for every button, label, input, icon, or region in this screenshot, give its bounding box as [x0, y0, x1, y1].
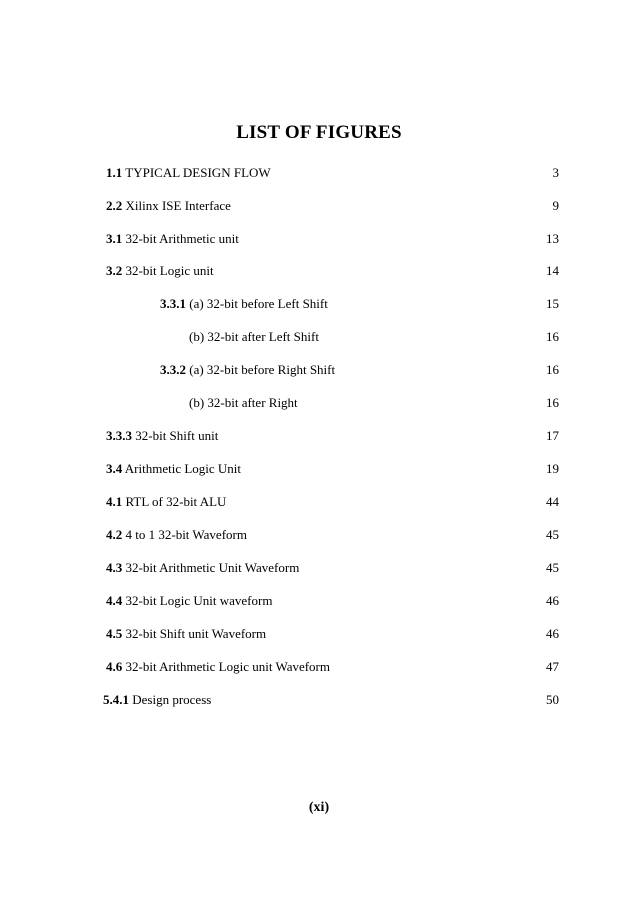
figure-caption: (b) 32-bit after Left Shift	[189, 329, 319, 344]
figure-page-number: 14	[546, 263, 559, 278]
figure-entry	[106, 198, 231, 214]
figure-entry	[106, 560, 299, 576]
figure-entry	[106, 494, 226, 510]
figure-page-number: 17	[546, 428, 559, 443]
figure-entry	[106, 593, 272, 609]
figure-number: 4.4	[106, 593, 123, 608]
figure-entry	[106, 165, 271, 181]
figure-page-number: 46	[546, 593, 559, 608]
figure-caption: (a) 32-bit before Left Shift	[186, 296, 328, 311]
figure-page-number: 44	[546, 494, 559, 509]
figure-page-number: 13	[546, 231, 559, 246]
figure-entry	[106, 626, 266, 642]
figure-entry	[189, 395, 298, 411]
figure-page-number: 46	[546, 626, 559, 641]
figure-number: 5.4.1	[103, 692, 129, 707]
figure-page-number: 45	[546, 560, 559, 575]
page-footer-number: (xi)	[308, 800, 330, 815]
figure-page-number: 16	[546, 362, 559, 377]
figure-entry	[106, 428, 218, 444]
figure-number: 3.3.3	[106, 428, 132, 443]
figure-number: 3.2	[106, 263, 123, 278]
figure-number: 4.3	[106, 560, 123, 575]
figure-number: 4.5	[106, 626, 123, 641]
figure-caption: 4 to 1 32-bit Waveform	[122, 527, 247, 542]
figure-entry	[106, 527, 247, 543]
figure-entry	[160, 296, 328, 312]
page-title: LIST OF FIGURES	[236, 122, 402, 143]
figure-entry	[106, 461, 241, 477]
figure-number: 2.2	[106, 198, 123, 213]
figure-page-number: 19	[546, 461, 559, 476]
figure-page-number: 50	[546, 692, 559, 707]
figure-entry	[189, 329, 319, 345]
figure-caption: (b) 32-bit after Right	[189, 395, 298, 410]
figure-page-number: 15	[546, 296, 559, 311]
figure-caption: 32-bit Logic Unit waveform	[122, 593, 273, 608]
figure-page-number: 9	[552, 198, 559, 213]
figure-caption: TYPICAL DESIGN FLOW	[122, 165, 271, 180]
figure-number: 3.1	[106, 231, 123, 246]
figure-number: 1.1	[106, 165, 123, 180]
figure-caption: RTL of 32-bit ALU	[122, 494, 227, 509]
figure-number: 4.1	[106, 494, 123, 509]
figure-page-number: 16	[546, 395, 559, 410]
figure-caption: 32-bit Shift unit Waveform	[122, 626, 267, 641]
figure-number: 3.3.2	[160, 362, 186, 377]
figure-entry	[106, 231, 239, 247]
figure-page-number: 45	[546, 527, 559, 542]
figure-page-number: 3	[552, 165, 559, 180]
figure-caption: 32-bit Arithmetic unit	[122, 231, 239, 246]
figure-number: 4.6	[106, 659, 123, 674]
figure-caption: 32-bit Shift unit	[132, 428, 219, 443]
figure-number: 3.4	[106, 461, 123, 476]
figure-page-number: 47	[546, 659, 559, 674]
figure-caption: (a) 32-bit before Right Shift	[186, 362, 336, 377]
figure-caption: Arithmetic Logic Unit	[122, 461, 242, 476]
figure-caption: 32-bit Logic unit	[122, 263, 214, 278]
figure-caption: 32-bit Arithmetic Unit Waveform	[122, 560, 300, 575]
figure-caption: Xilinx ISE Interface	[122, 198, 231, 213]
figure-entry	[160, 362, 335, 378]
figure-page-number: 16	[546, 329, 559, 344]
figure-entry	[103, 692, 211, 708]
figure-entry	[106, 263, 214, 279]
figure-number: 3.3.1	[160, 296, 186, 311]
figure-caption: 32-bit Arithmetic Logic unit Waveform	[122, 659, 331, 674]
figure-caption: Design process	[129, 692, 212, 707]
figure-entry	[106, 659, 330, 675]
figure-number: 4.2	[106, 527, 123, 542]
